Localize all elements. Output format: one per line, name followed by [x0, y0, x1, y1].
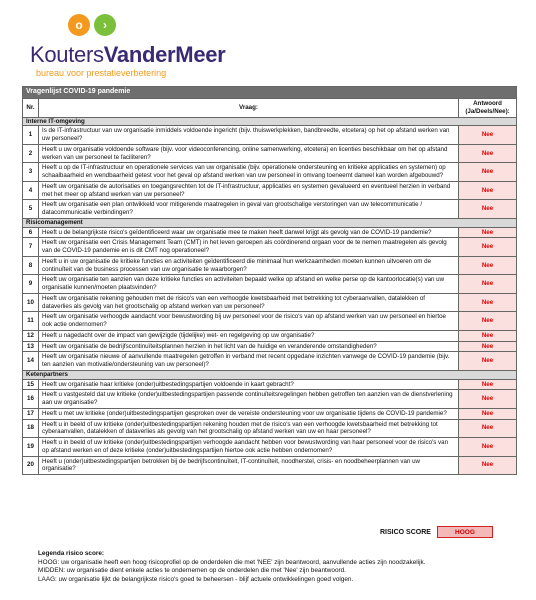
table-row: [23, 341, 517, 352]
logo-tagline: bureau voor prestatieverbetering: [36, 68, 167, 78]
answer-cell[interactable]: Nee: [459, 126, 517, 145]
question-text: Heeft uw organisatie de bedrijfscontinuïteitsplannen herzien in het licht van de huidige en veranderende omstandigheden?: [39, 341, 459, 352]
question-number: 17: [23, 408, 39, 419]
table-row: [23, 330, 517, 341]
answer-cell[interactable]: Nee: [459, 238, 517, 257]
legend-line-low: LAAG: uw organisatie lijkt de belangrijkste risico's goed te beheersen - blijf actuele ontwikkelingen goed volgen.: [38, 575, 354, 583]
question-number: 13: [23, 341, 39, 352]
answer-cell[interactable]: Nee: [459, 200, 517, 219]
question-number: 20: [23, 456, 39, 475]
logo-name-part1: Kouters: [30, 42, 104, 67]
answer-cell[interactable]: Nee: [459, 312, 517, 331]
answer-cell[interactable]: Nee: [459, 419, 517, 438]
legend-title: Legenda risico score:: [38, 550, 105, 557]
question-number: 8: [23, 256, 39, 275]
table-row: [23, 408, 517, 419]
question-text: Heeft u uw organisatie voldoende software (bijv. voor videoconferencing, online samenwerking, etcetera) en licenties beschikbaar om het op afstand werken van uw personeel te faciliteren?: [39, 144, 459, 163]
answer-cell[interactable]: Nee: [459, 144, 517, 163]
risk-legend: [38, 550, 508, 585]
answer-cell[interactable]: Nee: [459, 352, 517, 371]
risk-score-value: HOOG: [437, 526, 493, 538]
table-header-row: [23, 99, 517, 118]
table-row: [23, 456, 517, 475]
table-row: [23, 352, 517, 371]
table-row: [23, 144, 517, 163]
table-row: [23, 419, 517, 438]
question-number: 18: [23, 419, 39, 438]
logo-mark: [68, 14, 116, 40]
table-row: [23, 200, 517, 219]
question-text: Heeft uw organisatie haar kritieke (onder)uitbestedingspartijen voldoende in kaart gebracht?: [39, 379, 459, 390]
answer-cell[interactable]: Nee: [459, 227, 517, 238]
column-header-nr: Nr.: [23, 99, 39, 118]
question-number: 3: [23, 163, 39, 182]
question-number: 15: [23, 379, 39, 390]
table-row: [23, 256, 517, 275]
question-text: Heeft uw organisatie een plan ontwikkeld voor mitigerende maatregelen in geval van grootschalige verstoringen van uw telecommunicatie / datacommunicatie verbindingen?: [39, 200, 459, 219]
table-row: [23, 293, 517, 312]
question-text: Heeft uw organisatie ten aanzien van deze kritieke functies en activiteiten bepaald welke op afstand en welke perse op de kantoorlocatie(s) van uw organisatie kunnen/moeten plaatsvinden?: [39, 275, 459, 294]
answer-cell[interactable]: Nee: [459, 163, 517, 182]
section-title: Ketenpartners: [23, 370, 517, 379]
risk-score-label: RISICO SCORE: [380, 528, 431, 536]
question-number: 4: [23, 181, 39, 200]
answer-cell[interactable]: Nee: [459, 390, 517, 409]
table-row: [23, 390, 517, 409]
question-text: Heeft u in beeld of uw kritieke (onder)uitbestedingspartijen verhoogde aandacht hebben voor bewustwording van haar personeel voor de risico's van op afstand werken en of deze kritieke (onder)uitbestedingspartijen hiertoe ook actie hebben ondernomen?: [39, 438, 459, 457]
question-text: Heeft uw organisatie rekening gehouden met de risico's van een verhoogde kwetsbaarheid met betrekking tot cyberaanvallen, datalekken of dataverlies als gevolg van het grootschalig op afstand werken van uw personeel?: [39, 293, 459, 312]
company-logo: [30, 14, 290, 80]
section-header-row: [23, 218, 517, 227]
question-text: Heeft u nagedacht over de impact van gewijzigde (tijdelijke) wet- en regelgeving op uw organisatie?: [39, 330, 459, 341]
column-header-question: Vraag:: [39, 99, 459, 118]
table-row: [23, 238, 517, 257]
question-text: Heeft uw organisatie de autorisaties en toegangsrechten tot de IT-infrastructuur, applicaties en systemen gevalueerd en eventueel herzien in verband met het meer op afstand werken van uw personeel?: [39, 181, 459, 200]
question-text: Heeft uw organisatie een Crisis Management Team (CMT) in het leven geroepen als coördinerend orgaan voor de te nemen maatregelen als gevolg van de COVID-19 pandemie en is dit CMT nog operationeel?: [39, 238, 459, 257]
question-number: 9: [23, 275, 39, 294]
answer-cell[interactable]: Nee: [459, 408, 517, 419]
question-text: Heeft u de belangrijkste risico's geïdentificeerd waar uw organisatie mee te maken heeft danwel krijgt als gevolg van de COVID-19 pandemie?: [39, 227, 459, 238]
section-title: Risicomanagement: [23, 218, 517, 227]
logo-wordmark: [30, 42, 225, 68]
question-text: Heeft u in uw organisatie de kritieke functies en activiteiten geïdentificeerd die minimaal hun werkzaamheden moeten kunnen uitvoeren om de continuïteit van de business processen van uw organisatie te waarborgen?: [39, 256, 459, 275]
question-number: 6: [23, 227, 39, 238]
logo-name-part2: VanderMeer: [103, 42, 226, 67]
questionnaire-table: [22, 86, 517, 475]
legend-line-medium: MIDDEN: uw organisatie dient enkele acties te ondernemen op de onderdelen die met 'Nee' zijn beantwoord.: [38, 567, 346, 575]
section-header-row: [23, 117, 517, 126]
answer-cell[interactable]: Nee: [459, 456, 517, 475]
risk-score: [380, 526, 493, 538]
question-text: Heeft u met uw kritieke (onder)uitbestedingspartijen gesproken over de vereiste ondersteuning voor uw organisatie tijdens de COVID-19 pandemie?: [39, 408, 459, 419]
table-row: [23, 227, 517, 238]
question-number: 7: [23, 238, 39, 257]
answer-cell[interactable]: Nee: [459, 379, 517, 390]
answer-cell[interactable]: Nee: [459, 275, 517, 294]
logo-green-arrow-icon: ›: [94, 14, 116, 36]
table-title-row: [23, 87, 517, 99]
logo-orange-circle-icon: o: [68, 14, 90, 36]
section-title: Interne IT-omgeving: [23, 117, 517, 126]
answer-cell[interactable]: Nee: [459, 438, 517, 457]
column-header-answer: Antwoord (Ja/Deels/Nee):: [459, 99, 517, 118]
answer-cell[interactable]: Nee: [459, 330, 517, 341]
table-row: [23, 312, 517, 331]
answer-cell[interactable]: Nee: [459, 341, 517, 352]
table-row: [23, 126, 517, 145]
answer-cell[interactable]: Nee: [459, 293, 517, 312]
table-row: [23, 275, 517, 294]
legend-line-high: HOOG: uw organisatie heeft een hoog risicoprofiel op de onderdelen die met 'NEE' zijn beantwoord, aanvullende acties zijn noodzakelijk.: [38, 558, 426, 566]
question-number: 19: [23, 438, 39, 457]
question-text: Heeft u in beeld of uw kritieke (onder)uitbestedingspartijen rekening houden met de risico's van een verhoogde kwetsbaarheid met betrekking tot cyberaanvallen, datalekken of dataverlies als gevolg van het grootschalig op afstand werken van uw en haar personeel?: [39, 419, 459, 438]
section-header-row: [23, 370, 517, 379]
question-text: Heeft u op de IT-infrastructuur en operationele services van uw organisatie (bijv. operationele ondersteuning en kritieke applicaties en systemen) op schaalbaarheid en wendbaarheid getest voor het geval op afstand werken van uw personeel in omvang toeneemt danwel kan worden afgebouwd?: [39, 163, 459, 182]
question-number: 11: [23, 312, 39, 331]
table-row: [23, 163, 517, 182]
table-title: Vragenlijst COVID-19 pandemie: [23, 87, 517, 99]
question-number: 14: [23, 352, 39, 371]
question-text: Is de IT-infrastructuur van uw organisatie inmiddels voldoende ingericht (bijv. thuiswerkplekken, bandbreedte, etcetera) op het op afstand werken van uw personeel?: [39, 126, 459, 145]
answer-cell[interactable]: Nee: [459, 256, 517, 275]
answer-cell[interactable]: Nee: [459, 181, 517, 200]
table-row: [23, 379, 517, 390]
question-number: 16: [23, 390, 39, 409]
question-number: 10: [23, 293, 39, 312]
table-row: [23, 438, 517, 457]
question-text: Heeft uw organisatie verhoogde aandacht voor bewustwording bij uw personeel voor de risico's van op afstand werken van uw personeel en hiertoe ook actie ondernomen?: [39, 312, 459, 331]
question-number: 2: [23, 144, 39, 163]
question-number: 12: [23, 330, 39, 341]
question-number: 1: [23, 126, 39, 145]
question-number: 5: [23, 200, 39, 219]
question-text: Heeft u (onder)uitbestedingspartijen betrokken bij de bedrijfscontinuïteit, IT-continuïteit, noodherstel, crisis- en noodbeheerplannen van uw organisatie?: [39, 456, 459, 475]
table-row: [23, 181, 517, 200]
question-text: Heeft uw organisatie nieuwe of aanvullende maatregelen getroffen in verband met recent opgedane inzichten vanwege de COVID-19 pandemie (bijv. ten aanzien van motivatie/ondersteuning van uw personeel)?: [39, 352, 459, 371]
question-text: Heeft u vastgesteld dat uw kritieke (onder)uitbestedingspartijen passende continuïteitsregelingen hebben getroffen ten aanzien van de dienstverlening aan uw organisatie?: [39, 390, 459, 409]
